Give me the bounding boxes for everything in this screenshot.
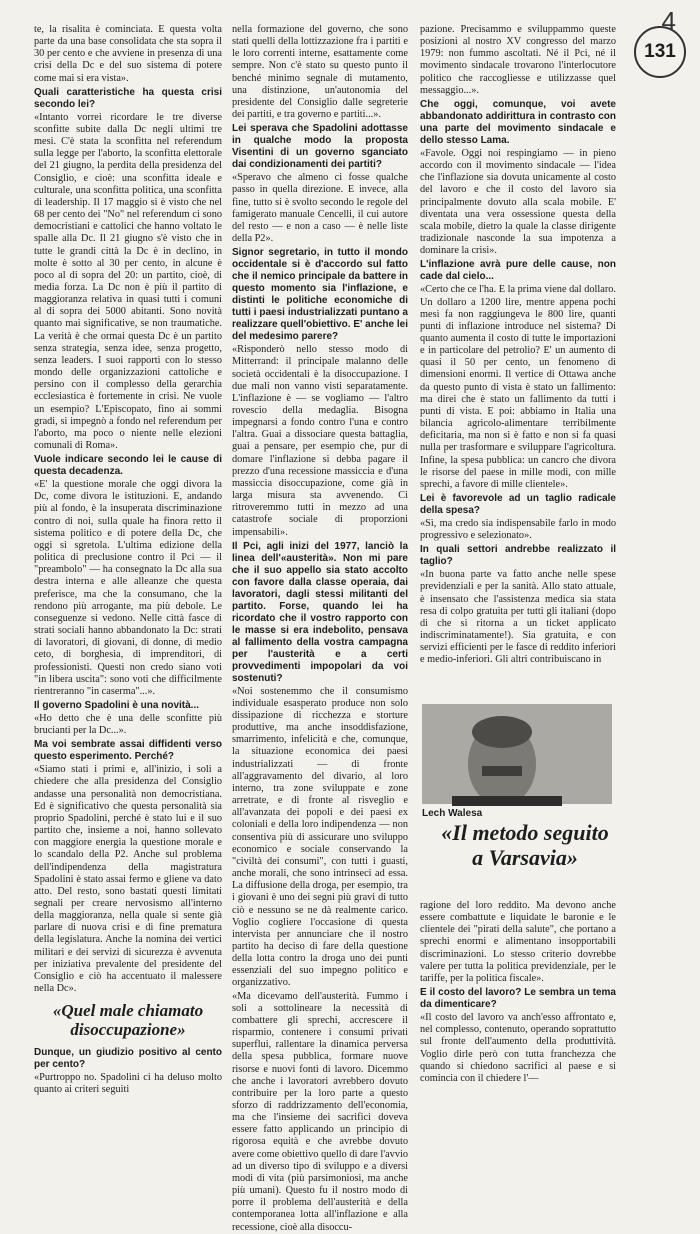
interview-answer: te, la risalita è cominciata. E questa volta parte da una base consolidata che sta sopra il 30 per cento e che avviene in presenza di una crisi della Dc e del suo sistema di potere come mai si era vista». xyxy=(34,24,222,84)
interview-answer: «Il costo del lavoro va anch'esso affrontato e, nel complesso, contenuto, operando soprattutto sul fronte dell'aumento della produttività. Voglio dirle però con tutta franchezza che quando si chiedono sacrifici al paese e si comincia con il chiedere l'— xyxy=(420,1012,616,1084)
portrait-image xyxy=(422,704,612,804)
headline: «Il metodo seguito a Varsavia» xyxy=(441,820,609,870)
archive-stamp: 131 xyxy=(634,26,686,78)
interview-answer: nella formazione del governo, che sono stati quelli della lottizzazione fra i partiti e le loro correnti interne, esattamente come sempre. Non c'è stato su questo punto il benché minimo segnale di mutamento, una distinzione, un'autonomia del presidente del Consiglio dalle segreterie dei partiti, e tra governo e partiti...». xyxy=(232,24,408,121)
interview-answer: «Favole. Oggi noi respingiamo — in pieno accordo con il movimento sindacale — l'idea che l'inflazione sia dovuta unicamente al costo del lavoro e che il costo del lavoro sia principalmente dovuto alla scala mobile. E' diventata una vera ossessione questa della scala mobile, dietro la quale la classe dirigente tradizionale nasconde la sua impotenza a dominare la crisi». xyxy=(420,147,616,257)
interview-question: Dunque, un giudizio positivo al cento per cento? xyxy=(34,1047,222,1071)
walesa-photo xyxy=(422,704,612,804)
column-3-continued xyxy=(420,900,616,1084)
interview-question: L'inflazione avrà pure delle cause, non cade dal cielo... xyxy=(420,259,616,283)
interview-answer: ragione del loro reddito. Ma devono anche essere combattute e liquidate le baronie e le clientele dei "pirati della salute", che portano a sprechi enormi e alimentano insopportabili discriminazioni. Lo stesso criterio dovrebbe valere per tutta la politica previdenziale, per le tariffe, per la politica fiscale». xyxy=(420,900,616,984)
photo-caption: Lech Walesa xyxy=(422,808,483,819)
interview-answer: «Risponderò nello stesso modo di Mitterrand: il principale malanno delle società occidentali è la disoccupazione. I due mali non vanno visti separatamente. L'inflazione è — se vogliamo — l'altro rovescio della medaglia. Bisogna impegnarsi a fondo contro l'una e contro l'altra. Guai a dissociare questa battaglia, guai a pensare, per esempio che, pur di domare l'inflazione si debba pagare il prezzo d'una recessione massiccia e d'una massiccia disoccupazione, come già in larga misura sta avvenendo. Ci ritroveremmo tutti in mezzo ad una catastrofe sociale di proporzioni impensabili». xyxy=(232,344,408,538)
col1-paragraphs xyxy=(34,24,222,995)
column-1 xyxy=(34,24,222,1096)
interview-answer: «Ho detto che è una delle sconfitte più brucianti per la Dc...». xyxy=(34,712,222,737)
interview-answer: «Intanto vorrei ricordare le tre diverse sconfitte subite dalla Dc negli ultimi tre mesi. C'è stata la sconfitta nel referendum sulla legge per l'aborto, la sconfitta elettorale del 21 giugno, la perdita della presidenza del Consiglio, e cioè: una sconfitta ideale e culturale, una sconfitta politica, una sconfitta di leadership. Il 17 maggio si è visto che nel 68 per cento dei "No" nel referendum ci sono democristiani e cattolici che hanno voltato le spalle alla Dc. Il 21 giugno s'è visto che in tutte le grandi città la Dc è in declino, in molte è sotto al 30 per cento, in alcune è poco al di sopra del 20: un partito, cioè, di media forza. La Dc non è più il partito di maggioranza relativa in quasi tutti i comuni al di sopra dei 5000 abitanti. Sono novità quanto mai significative, se non traumatiche. La verità è che ormai questa Dc è un partito senza strategia, senza idee, senza progetto, senza leaders. I suoi rapporti con lo stesso mondo delle organizzazioni cattoliche e persino con il complesso della gerarchia ecclesiastica è fortemente in crisi. Ne vuole un esempio? L'Episcopato, fino ai sommi gradi, si impegnò a fondo nel referendum per l'aborto, ma poco o niente nelle elezioni comunali di Roma». xyxy=(34,111,222,451)
interview-question: Vuole indicare secondo lei le cause di questa decadenza. xyxy=(34,454,222,478)
interview-answer: «Ma dicevamo dell'austerità. Fummo i soli a sottolineare la necessità di combattere gli sprechi, accrescere il risparmio, contenere i consumi privati superflui, rallentare la dinamica perversa della spesa pubblica, formare nuove risorse e nuovi fonti di lavoro. Dicemmo che anche i lavoratori avrebbero dovuto contribuire per la loro parte a questo sforzo di raddrizzamento dell'economia, ma che l'insieme dei sacrifici doveva essere fatto applicando un principio di rigorosa equità e che avrebbe dovuto avere come obiettivo quello di dare l'avvio ad un diverso tipo di sviluppo e a diversi modi di vita (più parsimoniosi, ma anche più umani). Questo fu il nostro modo di porre il problema dell'austerità e della contemporanea lotta all'inflazione e alla recessione, cioè alla disoccu- xyxy=(232,990,408,1233)
interview-answer: «Sì, ma credo sia indispensabile farlo in modo progressivo e selezionato». xyxy=(420,518,616,542)
column-3 xyxy=(420,24,616,700)
page-number: 4 xyxy=(661,6,676,36)
interview-question: Che oggi, comunque, voi avete abbandonato addirittura in contrasto con una parte del movimento sindacale e dello stesso Lama. xyxy=(420,98,616,146)
interview-answer: «Noi sostenemmo che il consumismo individuale esasperato produce non solo dissipazione di ricchezza e storture produttive, ma anche insoddisfazione, smarrimento, infelicità e che, comunque, la situazione economica dei paesi industrializzati — di fronte all'aggravamento del divario, al loro interno, tra zone sviluppate e zone arretrate, e di fronte al risveglio e all'avanzata dei popoli e dei paesi ex coloniali e della loro indipendenza — non consentiva più di assicurare uno sviluppo economico e sociale conservando la "civiltà dei consumi", con tutti i guasti, anche morali, che sono intrinseci ad essa. La diffusione della droga, per esempio, tra i giovani è uno dei segni più gravi di tutto ciò e nessuno se ne dà realmente carico. Voglio cogliere l'occasione di questa intervista per annunciare che il nostro partito ha deciso di fare della questione della lotta contro la droga uno dei punti essenziali del suo impegno politico e organizzativo. xyxy=(232,685,408,989)
column-2 xyxy=(232,24,408,1233)
interview-answer: «Siamo stati i primi e, all'inizio, i soli a chiedere che alla presidenza del Consiglio andasse una personalità non democristiana. Ed è significativo che questa personalità sia proprio Spadolini, perché è stato lui e il suo partito che, insieme a noi, hanno sollevato con maggiore energia la questione morale e lo scandalo della P2. Anche sul problema dell'indipendenza della magistratura Spadolini è stato assai fermo e gliene va dato atto. Del resto, sono bastati questi limitati segnali per creare nervosismo all'interno della maggioranza, nella quale si sente già parlare di nuova crisi e di fine prematura della legislatura. Anche la nomina dei vertici militari e dei servizi di sicurezza è avvenuta per iniziativa prevalente del presidente del Consiglio e ciò ha accentuato il malessere nella Dc». xyxy=(34,764,222,995)
interview-answer: «Purtroppo no. Spadolini ci ha deluso molto quanto ai criteri seguiti xyxy=(34,1072,222,1096)
interview-answer: «E' la questione morale che oggi divora la Dc, come divora le istituzioni. E, andando più al fondo, è la insuperata discriminazione contro di noi, sulla quale ha finora retto il sistema politico e di potere della Dc, che oggi si sgretola. L'ultima edizione della politica di preclusione contro il Pci — il "preambolo" — ha consegnato la Dc alla sua destra interna e alle alleanze che questa preferisce, ma che la consumano, che la rendono più arrogante, ma più debole. Le conseguenze si vedono. Nelle città fasce di strati sociali hanno abbandonato la Dc: strati di lavoratori, di giovani, di donne, di medio ceto, di borghesia, di imprenditori, di professionisti. Questi non credo siano voti "in libera uscita": sono voti che difficilmente rientreranno "in caserma"...». xyxy=(34,479,222,697)
interview-question: Signor segretario, in tutto il mondo occidentale si è d'accordo sul fatto che il nemico principale da battere in questo momento sia l'inflazione, e distinti le politiche economiche di tutti i paesi industrializzati puntano a realizzare quell'obiettivo. E' anche lei del medesimo parere? xyxy=(232,247,408,343)
interview-answer: «Certo che ce l'ha. E la prima viene dal dollaro. Un dollaro a 1200 lire, mentre appena pochi mesi fa non raggiungeva le 800 lire, quanti punti di inflazione introduce nel sistema? Di quanto aumenta il costo di tutte le importazioni e in particolare del petrolio? E' un aumento di quasi il 50 per cento, un fenomeno di dimensioni enormi. Il vertice di Ottawa anche da questo punto di vista è stato un fallimento: ma direi che è stato un fallimento da tutti i punti di vista. E poi: abbiamo in Italia una bilancia agricolo-alimentare terribilmente deficitaria, ma non si è fatto e non si fa quasi nulla per trasformare e sviluppare l'agricoltura. Infine, la spesa pubblica: un cancro che divora le risorse del paese in mille modi, con mille sprechi, a favore di mille clientele». xyxy=(420,284,616,490)
interview-question: Il governo Spadolini è una novità... xyxy=(34,699,200,711)
pull-quote: «Quel male chiamato disoccupazione» xyxy=(52,1001,204,1040)
col1-tail-paragraphs xyxy=(34,1047,222,1096)
interview-question: Quali caratteristiche ha questa crisi secondo lei? xyxy=(34,86,222,110)
interview-question: E il costo del lavoro? Le sembra un tema da dimenticare? xyxy=(420,987,616,1011)
interview-question: Il Pci, agli inizi del 1977, lanciò la linea dell'«austerità». Non mi pare che il suo appello sia stato accolto con favore dalla classe operaia, dai lavoratori, dagli stessi militanti del partito. Forse, quando lei ha ricordato che il vostro rapporto con le masse si era indebolito, pensava al fallimento della vostra campagna per l'austerità e a certi provvedimenti impopolari da voi sostenuti? xyxy=(232,540,408,684)
interview-question: Ma voi sembrate assai diffidenti verso questo esperimento. Perché? xyxy=(34,739,222,763)
interview-question: Lei sperava che Spadolini adottasse in qualche modo la proposta Visentini di un governo sganciato dai condizionamenti dei partiti? xyxy=(232,123,408,171)
col3-tail-paragraphs xyxy=(420,900,616,1085)
interview-answer: «In buona parte va fatto anche nelle spese previdenziali e per la sanità. Allo stato attuale, è insensato che l'assistenza medica sia stata resa di colpo gratuita per tutti gli italiani (dopo di che si ritorna a un ticket applicato indiscriminatamente!). Sia gratuita, e con servizi efficienti per le fasce di reddito inferiori e medio-inferiori. Gli altri contribuiscano in xyxy=(420,569,616,666)
col2-paragraphs xyxy=(232,24,408,1234)
col3-paragraphs xyxy=(420,24,616,667)
interview-answer: pazione. Precisammo e sviluppammo queste posizioni al nostro XV congresso del marzo 1979: non fummo ascoltati. Né il Pci, né il movimento sindacale trovarono l'interlocutore politico che raccogliesse e utilizzasse quel messaggio...». xyxy=(420,24,616,96)
interview-question: Lei è favorevole ad un taglio radicale della spesa? xyxy=(420,493,616,516)
interview-answer: «Speravo che almeno ci fosse qualche passo in quella direzione. E invece, alla fine, tutto si è svolto secondo le regole del famigerato manuale Cencelli, il cui autore del resto — e non a caso — è nelle liste della P2». xyxy=(232,172,408,245)
interview-question: In quali settori andrebbe realizzato il taglio? xyxy=(420,544,616,568)
